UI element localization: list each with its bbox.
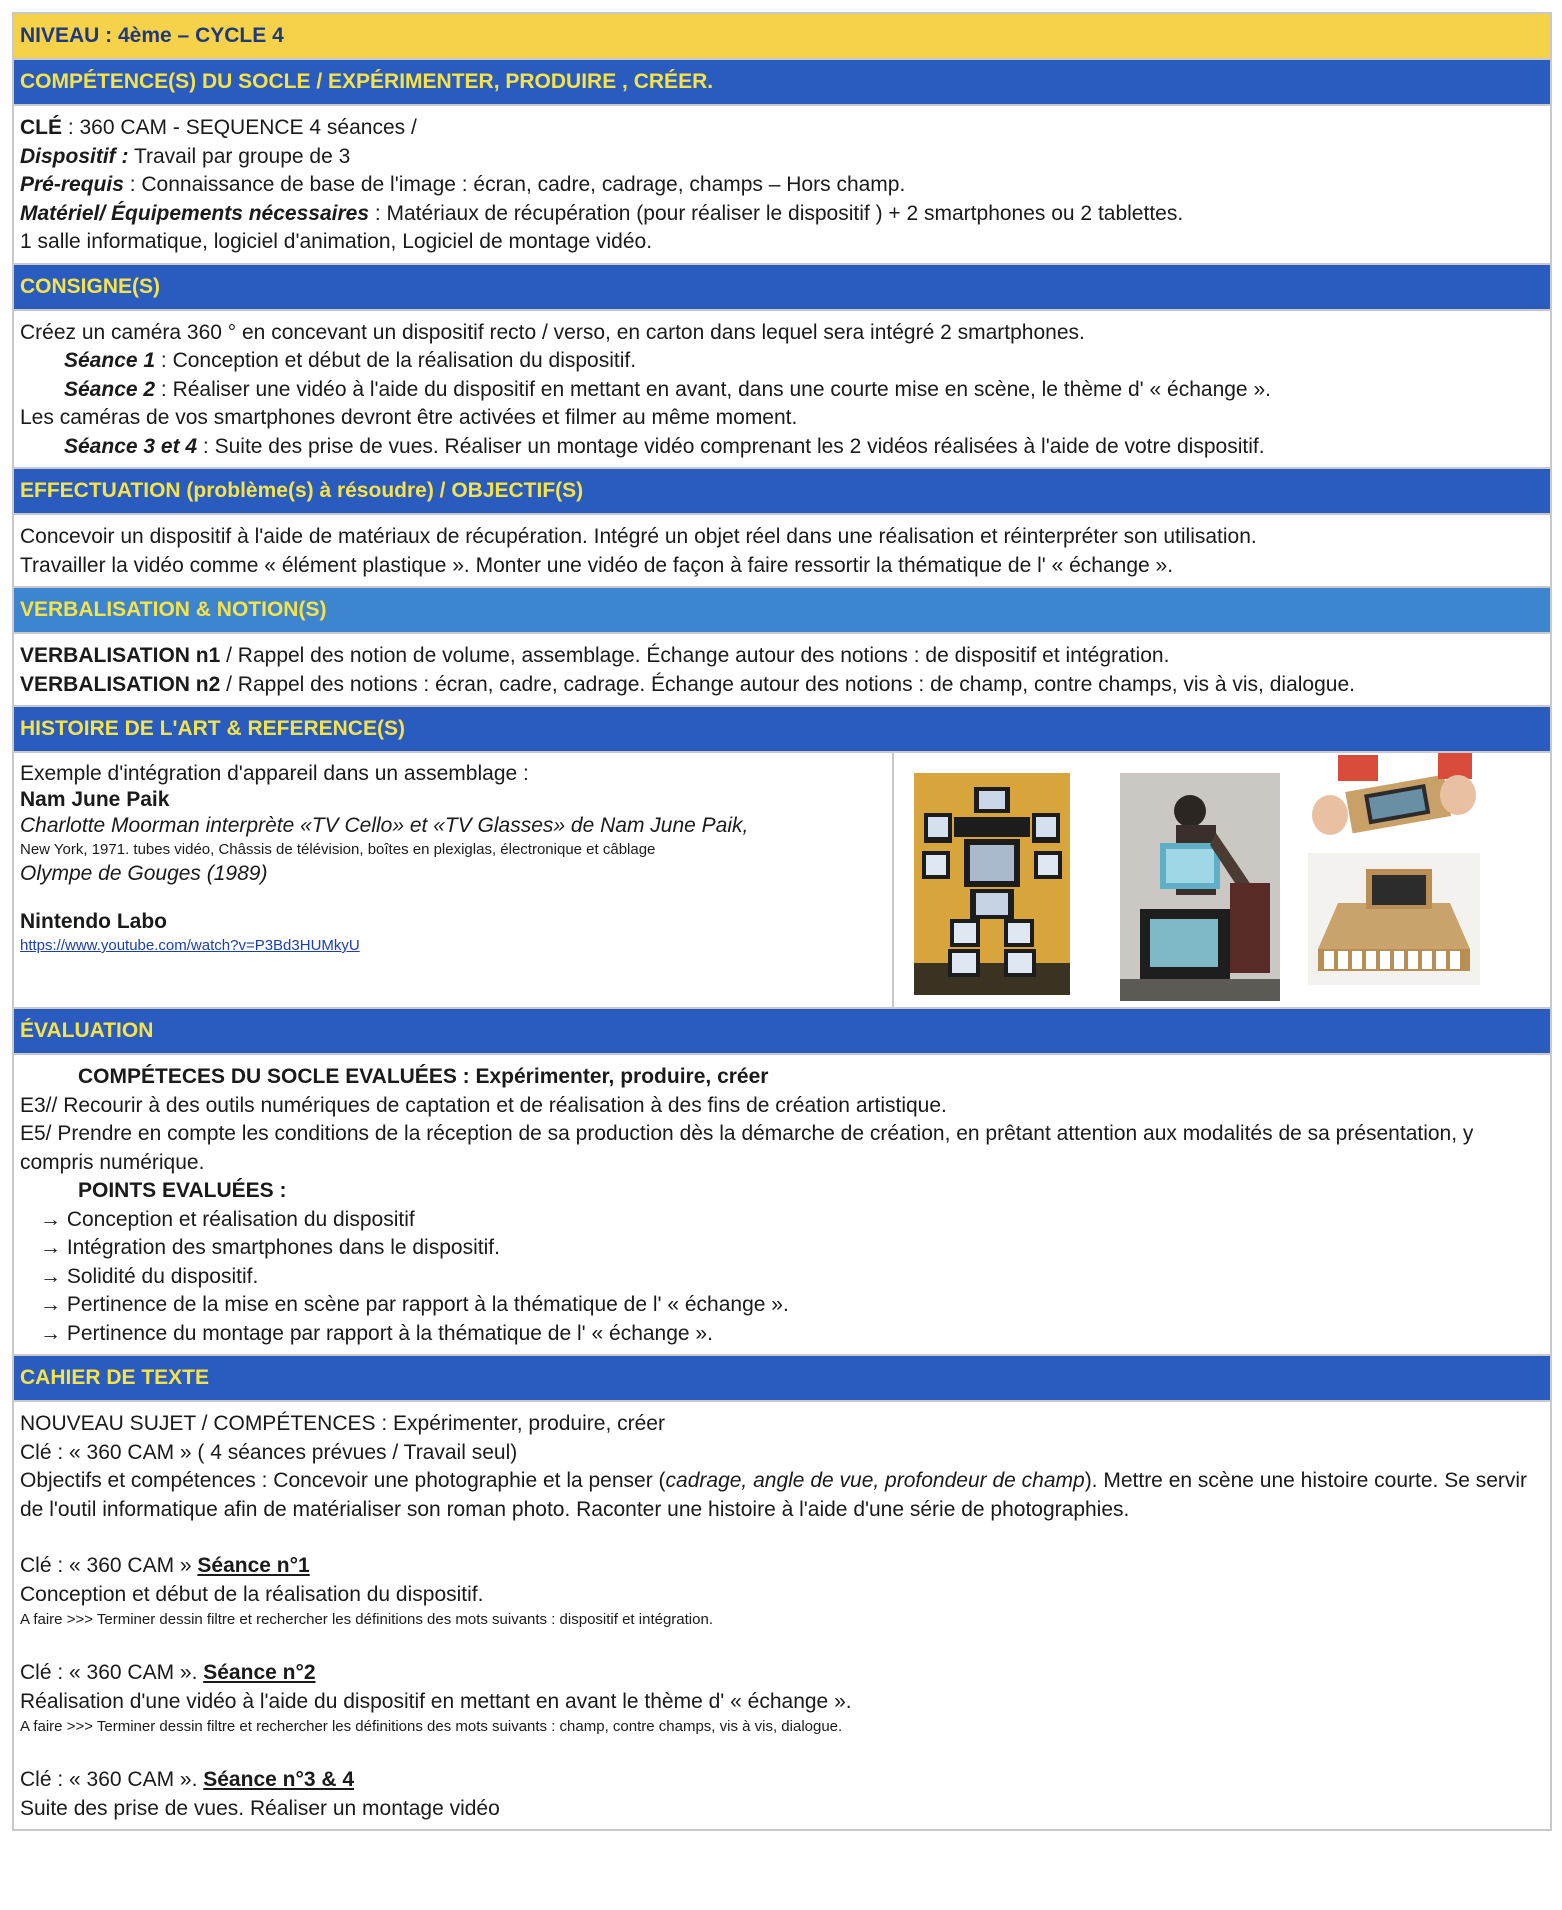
cahier-header: CAHIER DE TEXTE bbox=[14, 1354, 1550, 1400]
cle-line: Clé : « 360 CAM » ( 4 séances prévues / Travail seul) bbox=[20, 1440, 518, 1464]
prerequis-value: : Connaissance de base de l'image : écran, cadre, cadrage, champs – Hors champ. bbox=[123, 173, 906, 196]
cle-value: : 360 CAM - SEQUENCE 4 séances / bbox=[62, 116, 417, 139]
materiel-label: Matériel/ Équipements nécessaires bbox=[20, 201, 369, 225]
olympe-title: Olympe de Gouges (1989) bbox=[20, 862, 268, 885]
paik-robot-image bbox=[914, 773, 1070, 995]
point-item: → Intégration des smartphones dans le dispositif. bbox=[40, 1236, 500, 1259]
seance1-prefix: Clé : « 360 CAM » bbox=[20, 1554, 198, 1577]
work-details: New York, 1971. tubes vidéo, Châssis de télévision, boîtes en plexiglas, électronique et câblage bbox=[20, 841, 656, 858]
niveau-header: NIVEAU : 4ème – CYCLE 4 bbox=[14, 12, 1550, 58]
verbalisation-header: VERBALISATION & NOTION(S) bbox=[14, 586, 1550, 632]
verbalisation-n1-label: VERBALISATION n1 bbox=[20, 644, 221, 667]
seance3-description: Suite des prise de vues. Réaliser un montage vidéo bbox=[20, 1796, 500, 1820]
evaluation-header: ÉVALUATION bbox=[14, 1007, 1550, 1053]
seance2-label: Séance 2 bbox=[64, 377, 156, 401]
cameras-line: Les caméras de vos smartphones devront être activées et filmer au même moment. bbox=[20, 406, 798, 429]
cle-label: CLÉ bbox=[20, 116, 62, 139]
dispositif-value: Travail par groupe de 3 bbox=[128, 144, 351, 168]
evaluation-section bbox=[14, 1053, 1550, 1354]
objectifs-line: Objectifs et compétences : Concevoir une photographie et la penser (cadrage, angle de vue, profondeur de champ). Mettre en scène une histoire courte. Se servir de l'outil informatique afin de matérialiser son roman photo. Raconter une histoire à l'aide d'une série de photographies. bbox=[20, 1469, 1528, 1521]
effectuation-section bbox=[14, 513, 1550, 586]
tv-cello-image bbox=[1120, 773, 1280, 1001]
references-row bbox=[14, 751, 1550, 1007]
youtube-link[interactable]: https://www.youtube.com/watch?v=P3Bd3HUMkyU bbox=[20, 937, 360, 954]
salle-line: 1 salle informatique, logiciel d'animation, Logiciel de montage vidéo. bbox=[20, 230, 653, 253]
artist-name: Nam June Paik bbox=[20, 788, 170, 811]
references-text bbox=[14, 753, 894, 1007]
seance2-description: Réalisation d'une vidéo à l'aide du dispositif en mettant en avant le thème d' « échange ». bbox=[20, 1689, 852, 1713]
verbalisation-n2-label: VERBALISATION n2 bbox=[20, 672, 221, 696]
consigne-line1: Créez un caméra 360 ° en concevant un dispositif recto / verso, en carton dans lequel sera intégré 2 smartphones. bbox=[20, 320, 1085, 344]
seance2-prefix: Clé : « 360 CAM ». bbox=[20, 1661, 204, 1684]
nintendo-labo-piano-image bbox=[1308, 853, 1480, 985]
histoire-header: HISTOIRE DE L'ART & REFERENCE(S) bbox=[14, 705, 1550, 751]
work-title: Charlotte Moorman interprète «TV Cello» et «TV Glasses» de Nam June Paik, bbox=[20, 814, 749, 837]
effectuation-line2: Travailler la vidéo comme « élément plastique ». Monter une vidéo de façon à faire ressortir la thématique de l' « échange ». bbox=[20, 553, 1174, 577]
reference-images bbox=[894, 753, 1550, 1007]
effectuation-line1: Concevoir un dispositif à l'aide de matériaux de récupération. Intégré un objet réel dans une réalisation et réinterpréter son utilisation. bbox=[20, 525, 1257, 548]
point-item: → Conception et réalisation du dispositif bbox=[40, 1207, 415, 1231]
e3-line: E3// Recourir à des outils numériques de captation et de réalisation à des fins de création artistique. bbox=[20, 1093, 947, 1117]
exemple-line: Exemple d'intégration d'appareil dans un assemblage : bbox=[20, 762, 529, 785]
seance1-a-faire: A faire >>> Terminer dessin filtre et rechercher les définitions des mots suivants : dispositif et intégration. bbox=[20, 1611, 713, 1628]
points-evalues-title: POINTS EVALUÉES : bbox=[78, 1179, 287, 1202]
seance3-prefix: Clé : « 360 CAM ». bbox=[20, 1768, 204, 1791]
consigne-section bbox=[14, 309, 1550, 468]
verbalisation-n1-text: / Rappel des notion de volume, assemblage. Échange autour des notions : de dispositif et intégration. bbox=[220, 644, 1170, 667]
competence-header: COMPÉTENCE(S) DU SOCLE / EXPÉRIMENTER, PRODUIRE , CRÉER. bbox=[14, 58, 1550, 104]
seance34-text: : Suite des prise de vues. Réaliser un montage vidéo comprenant les 2 vidéos réalisées à l'aide de votre dispositif. bbox=[197, 434, 1265, 458]
seance1-text: : Conception et début de la réalisation du dispositif. bbox=[155, 349, 637, 372]
verbalisation-section bbox=[14, 632, 1550, 705]
materiel-value: : Matériaux de récupération (pour réaliser le dispositif ) + 2 smartphones ou 2 tablettes. bbox=[369, 201, 1184, 225]
seance3-title: Séance n°3 & 4 bbox=[203, 1768, 355, 1791]
seance2-a-faire: A faire >>> Terminer dessin filtre et rechercher les définitions des mots suivants : champ, contre champs, vis à vis, dialogue. bbox=[20, 1718, 843, 1735]
seance1-title: Séance n°1 bbox=[197, 1554, 310, 1577]
nouveau-sujet-line: NOUVEAU SUJET / COMPÉTENCES : Expérimenter, produire, créer bbox=[20, 1412, 665, 1435]
lesson-sheet bbox=[12, 12, 1552, 1831]
prerequis-label: Pré-requis bbox=[20, 173, 124, 196]
point-item: → Solidité du dispositif. bbox=[40, 1264, 259, 1288]
dispositif-label: Dispositif : bbox=[20, 144, 129, 168]
nintendo-labo-top-image bbox=[1308, 753, 1480, 843]
seance2-title: Séance n°2 bbox=[203, 1661, 316, 1684]
verbalisation-n2-text: / Rappel des notions : écran, cadre, cadrage. Échange autour des notions : de champ, contre champs, vis à vis, dialogue. bbox=[220, 672, 1355, 696]
competences-evaluees-title: COMPÉTECES DU SOCLE EVALUÉES : Expérimenter, produire, créer bbox=[78, 1065, 769, 1088]
point-item: → Pertinence de la mise en scène par rapport à la thématique de l' « échange ». bbox=[40, 1293, 789, 1316]
effectuation-header: EFFECTUATION (problème(s) à résoudre) / OBJECTIF(S) bbox=[14, 467, 1550, 513]
seance2-text: : Réaliser une vidéo à l'aide du dispositif en mettant en avant, dans une courte mise en scène, le thème d' « échange ». bbox=[155, 377, 1271, 401]
seance1-label: Séance 1 bbox=[64, 349, 156, 372]
intro-section bbox=[14, 104, 1550, 263]
seance1-description: Conception et début de la réalisation du dispositif. bbox=[20, 1582, 484, 1606]
nintendo-title: Nintendo Labo bbox=[20, 910, 167, 933]
cahier-section bbox=[14, 1400, 1550, 1829]
point-item: → Pertinence du montage par rapport à la thématique de l' « échange ». bbox=[40, 1321, 713, 1345]
e5-line: E5/ Prendre en compte les conditions de la réception de sa production dès la démarche de création, en prêtant attention aux modalités de sa présentation, y compris numérique. bbox=[20, 1122, 1474, 1174]
seance34-label: Séance 3 et 4 bbox=[64, 434, 198, 458]
consigne-header: CONSIGNE(S) bbox=[14, 263, 1550, 309]
